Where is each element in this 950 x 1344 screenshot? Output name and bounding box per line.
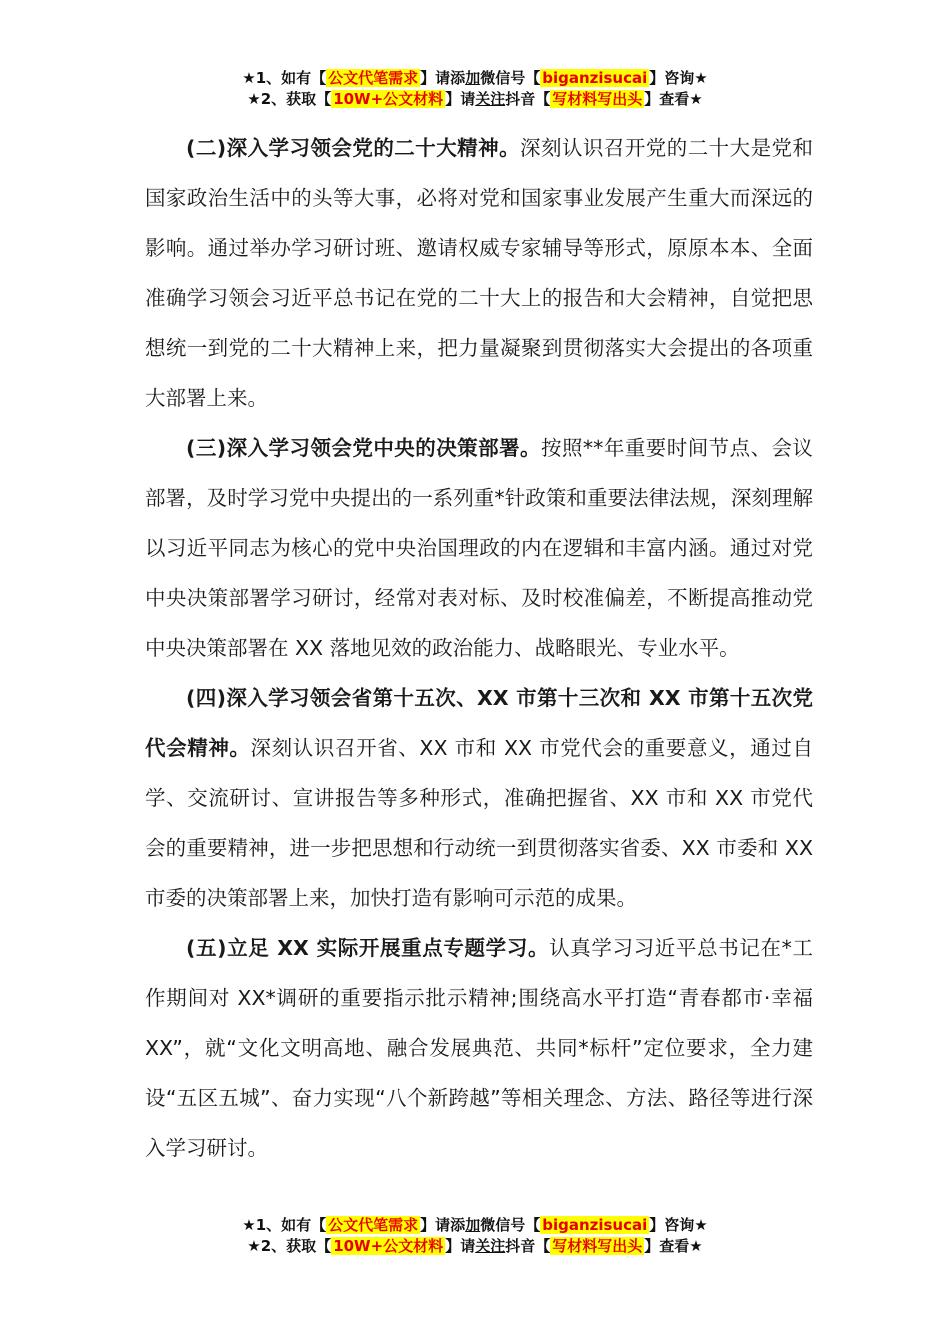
section-heading: (四)深入学习领会省第十五次、XX 市第十三次和 XX 市第十五次党代会精神。: [145, 686, 813, 760]
banner-text: 】请: [445, 90, 476, 108]
section-heading: (三)深入学习领会党中央的决策部署。: [186, 436, 541, 460]
highlighted-keyword: 公文代笔需求: [328, 69, 419, 87]
section-heading: (五)立足 XX 实际开展重点专题学习。: [186, 936, 550, 960]
underlined-text: 加: [465, 1216, 481, 1234]
highlighted-keyword: 公文代笔需求: [328, 1216, 419, 1234]
banner-text: 】请: [445, 1237, 476, 1255]
underlined-text: 关注: [475, 1237, 506, 1255]
section-body: 认真学习习近平总书记在*工作期间对 XX*调研的重要指示批示精神;围绕高水平打造“青春都市·幸福 XX”，就“文化文明高地、融合发展典范、共同*标杆”定位要求，全力建设“五区五城”、奋力实现“八个新跨越”等相关理念、方法、路径等进行深入学习研讨。: [145, 936, 814, 1160]
banner-text: 抖音【: [505, 90, 551, 108]
banner-text: 】请添: [420, 69, 466, 87]
highlighted-keyword: 10W+公文材料: [333, 1237, 444, 1255]
banner-text: 】请添: [420, 1216, 466, 1234]
banner-text: ★1、如有【: [242, 69, 327, 87]
banner-line-1: [0, 68, 950, 89]
banner-text: 】查看★: [644, 1237, 703, 1255]
banner-text: ★2、获取【: [247, 1237, 332, 1255]
underlined-text: 关注: [475, 90, 506, 108]
document-body: [145, 123, 813, 1173]
section-paragraph: [145, 673, 813, 923]
section-body: 按照**年重要时间节点、会议部署，及时学习党中央提出的一系列重*针政策和重要法律法规，深刻理解以习近平同志为核心的党中央治国理政的内在逻辑和丰富内涵。通过对党中央决策部署学习研讨，经常对表对标、及时校准偏差，不断提高推动党中央决策部署在 XX 落地见效的政治能力、战略眼光、专业水平。: [145, 436, 813, 660]
banner-text: 】查看★: [644, 90, 703, 108]
section-heading: (二)深入学习领会党的二十大精神。: [186, 136, 521, 160]
section-paragraph: [145, 123, 813, 423]
header-banner: [0, 68, 950, 110]
wechat-id: biganzisucai: [542, 1216, 648, 1234]
douyin-account: 写材料写出头: [552, 1237, 643, 1255]
banner-text: 抖音【: [505, 1237, 551, 1255]
highlighted-keyword: 10W+公文材料: [333, 90, 444, 108]
banner-text: 微信号【: [480, 69, 541, 87]
wechat-id: biganzisucai: [542, 69, 648, 87]
footer-banner: [0, 1215, 950, 1257]
douyin-account: 写材料写出头: [552, 90, 643, 108]
banner-line-2: [0, 89, 950, 110]
banner-text: 】咨询★: [649, 69, 708, 87]
banner-text: ★1、如有【: [242, 1216, 327, 1234]
underlined-text: 加: [465, 69, 481, 87]
banner-text: 微信号【: [480, 1216, 541, 1234]
section-body: 深刻认识召开党的二十大是党和国家政治生活中的头等大事，必将对党和国家事业发展产生重大而深远的影响。通过举办学习研讨班、邀请权威专家辅导等形式，原原本本、全面准确学习领会习近平总书记在党的二十大上的报告和大会精神，自觉把思想统一到党的二十大精神上来，把力量凝聚到贯彻落实大会提出的各项重大部署上来。: [145, 136, 813, 410]
section-paragraph: [145, 423, 813, 673]
banner-text: 】咨询★: [649, 1216, 708, 1234]
banner-line-1: [0, 1215, 950, 1236]
section-body: 深刻认识召开省、XX 市和 XX 市党代会的重要意义，通过自学、交流研讨、宣讲报告等多种形式，准确把握省、XX 市和 XX 市党代会的重要精神，进一步把思想和行动统一到贯彻落实省委、XX 市委和 XX 市委的决策部署上来，加快打造有影响可示范的成果。: [145, 736, 813, 910]
section-paragraph: [145, 923, 813, 1173]
banner-line-2: [0, 1236, 950, 1257]
banner-text: ★2、获取【: [247, 90, 332, 108]
